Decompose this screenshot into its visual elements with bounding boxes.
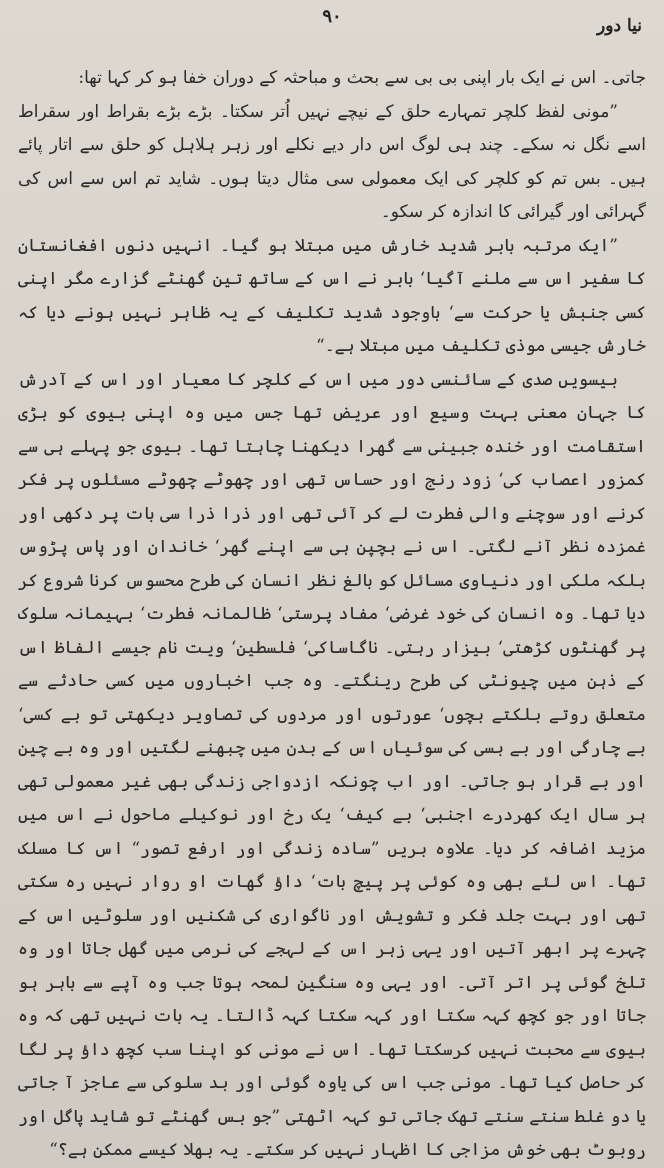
paragraph-4: بیسویں صدی کے سائنسی دور میں اس کے کلچر کا معیار اور اس کے آدرش کا جہان معنی بہت وسیع اور عریض تھا جس میں وہ اپنی بیوی کو بڑی استقامت اور خندہ جبینی سے گھرا دیکھنا چاہتا تھا۔ بیوی جو پہلے ہی سے کمزور اعصاب کی‘ زود رنج اور حساس تھی اور چھوٹے چھوٹے مسئلوں پر فکر کرنے اور سوچنے والی فطرت لے کر آئی تھی اور ذرا ذرا سی بات پر دکھی اور غمزدہ نظر آنے لگتی۔ اس نے بچپن ہی سے اپنے گھر‘ خاندان اور پاس پڑوس بلکہ ملکی اور دنیاوی مسائل کو بالغ نظر انسان کی طرح محسوس کرنا شروع کر دیا تھا۔ وہ انسان کی خود غرضی‘ مفاد پرستی‘ ظالمانہ فطرت‘ بہیمانہ سلوک پر گھنٹوں کڑھتی‘ بیزار رہتی۔ ناگاساکی‘ فلسطین‘ ویت نام جیسے الفاظ اس کے ذہن میں چیونٹی کی طرح رینگتے۔ وہ جب اخباروں میں کسی حادثے سے متعلق روتے بلکتے بچوں‘ عورتوں اور مردوں کی تصاویر دیکھتی تو بے کسی‘ بے چارگی اور بے بسی کی سوئیاں اس کے بدن میں چبھنے لگتیں اور وہ بے چین اور بے قرار ہو جاتی۔ اور اب چونکہ ازدواجی زندگی بھی غیر معمولی تھی ہر سال ایک کھردرے اجنبی‘ بے کیف‘ یک رخ اور نوکیلے ماحول نے اس میں مزید اضافہ کر دیا۔ علاوہ بریں ”سادہ زندگی اور ارفع تصور“ اس کا مسلک تھا۔ اس لئے بھی وہ کوئی پر پیچ بات‘ داؤ گھات او روار نہیں رہ سکتی تھی اور بہت جلد فکر و تشویش اور ناگواری کی شکنیں اور سلوٹیں اس کے چہرے پر ابھر آتیں اور یہی زہر اس کے لہجے کی نرمی میں گھل جاتا اور وہ تلخ گوئی پر اتر آتی۔ اور یہی وہ سنگین لمحہ ہوتا جب وہ آپے سے باہر ہو جاتا اور جو کچھ کہہ سکتا اور کہہ سکتا کہہ ڈالتا۔ یہ بات نہیں تھی کہ وہ بیوی سے محبت نہیں کرسکتا تھا۔ اس نے مونی کو اپنا سب کچھ داؤ پر لگا کر حاصل کیا تھا۔ مونی جب اس کی یاوہ گوئی اور بد سلوکی سے عاجز آ جاتی یا دو غلط سنتے سنتے تھک جاتی تو کہہ اٹھتی ”جو بس گھنٹے تو شاید پاگل اور روبوٹ بھی خوش مزاجی کا اظہار نہیں کر سکتے۔ یہ بھلا کیسے ممکن ہے؟“	[18, 369, 646, 1160]
body-text	[18, 62, 646, 1168]
paragraph-2: ”مونی لفظ کلچر تمہارے حلق کے نیچے نہیں اُتر سکتا۔ بڑے بڑے بقراط اور سقراط اسے نگل نہ سکے۔ چند ہی لوگ اس دار دیے نکلے اور زہر ہلاہل کو حلق سے اتار پائے ہیں۔ بس تم کو کلچر کی ایک معمولی سی مثال دیتا ہوں۔ شاید تم اس سے اس کی گہرائی اور گیرائی کا اندازہ کر سکو۔	[18, 101, 646, 222]
running-head-title: نیا دور	[597, 16, 642, 36]
page-header	[0, 0, 664, 40]
paragraph-3: ”ایک مرتبہ بابر شدید خارش میں مبتلا ہو گیا۔ انہیں دنوں افغانستان کا سفیر اس سے ملنے آگیا‘ بابر نے اس کے ساتھ تین گھنٹے گزارے مگر اپنی کسی جنبش یا حرکت سے‘ باوجود شدید تکلیف کے یہ ظاہر نہیں ہونے دیا کہ خارش جیسی موذی تکلیف میں مبتلا ہے۔“	[18, 235, 646, 356]
paragraph-1: جاتی۔ اس نے ایک بار اپنی بی بی سے بحث و مباحثہ کے دوران خفا ہو کر کہا تھا:	[78, 68, 646, 88]
page-number: ۹۰	[322, 6, 342, 27]
